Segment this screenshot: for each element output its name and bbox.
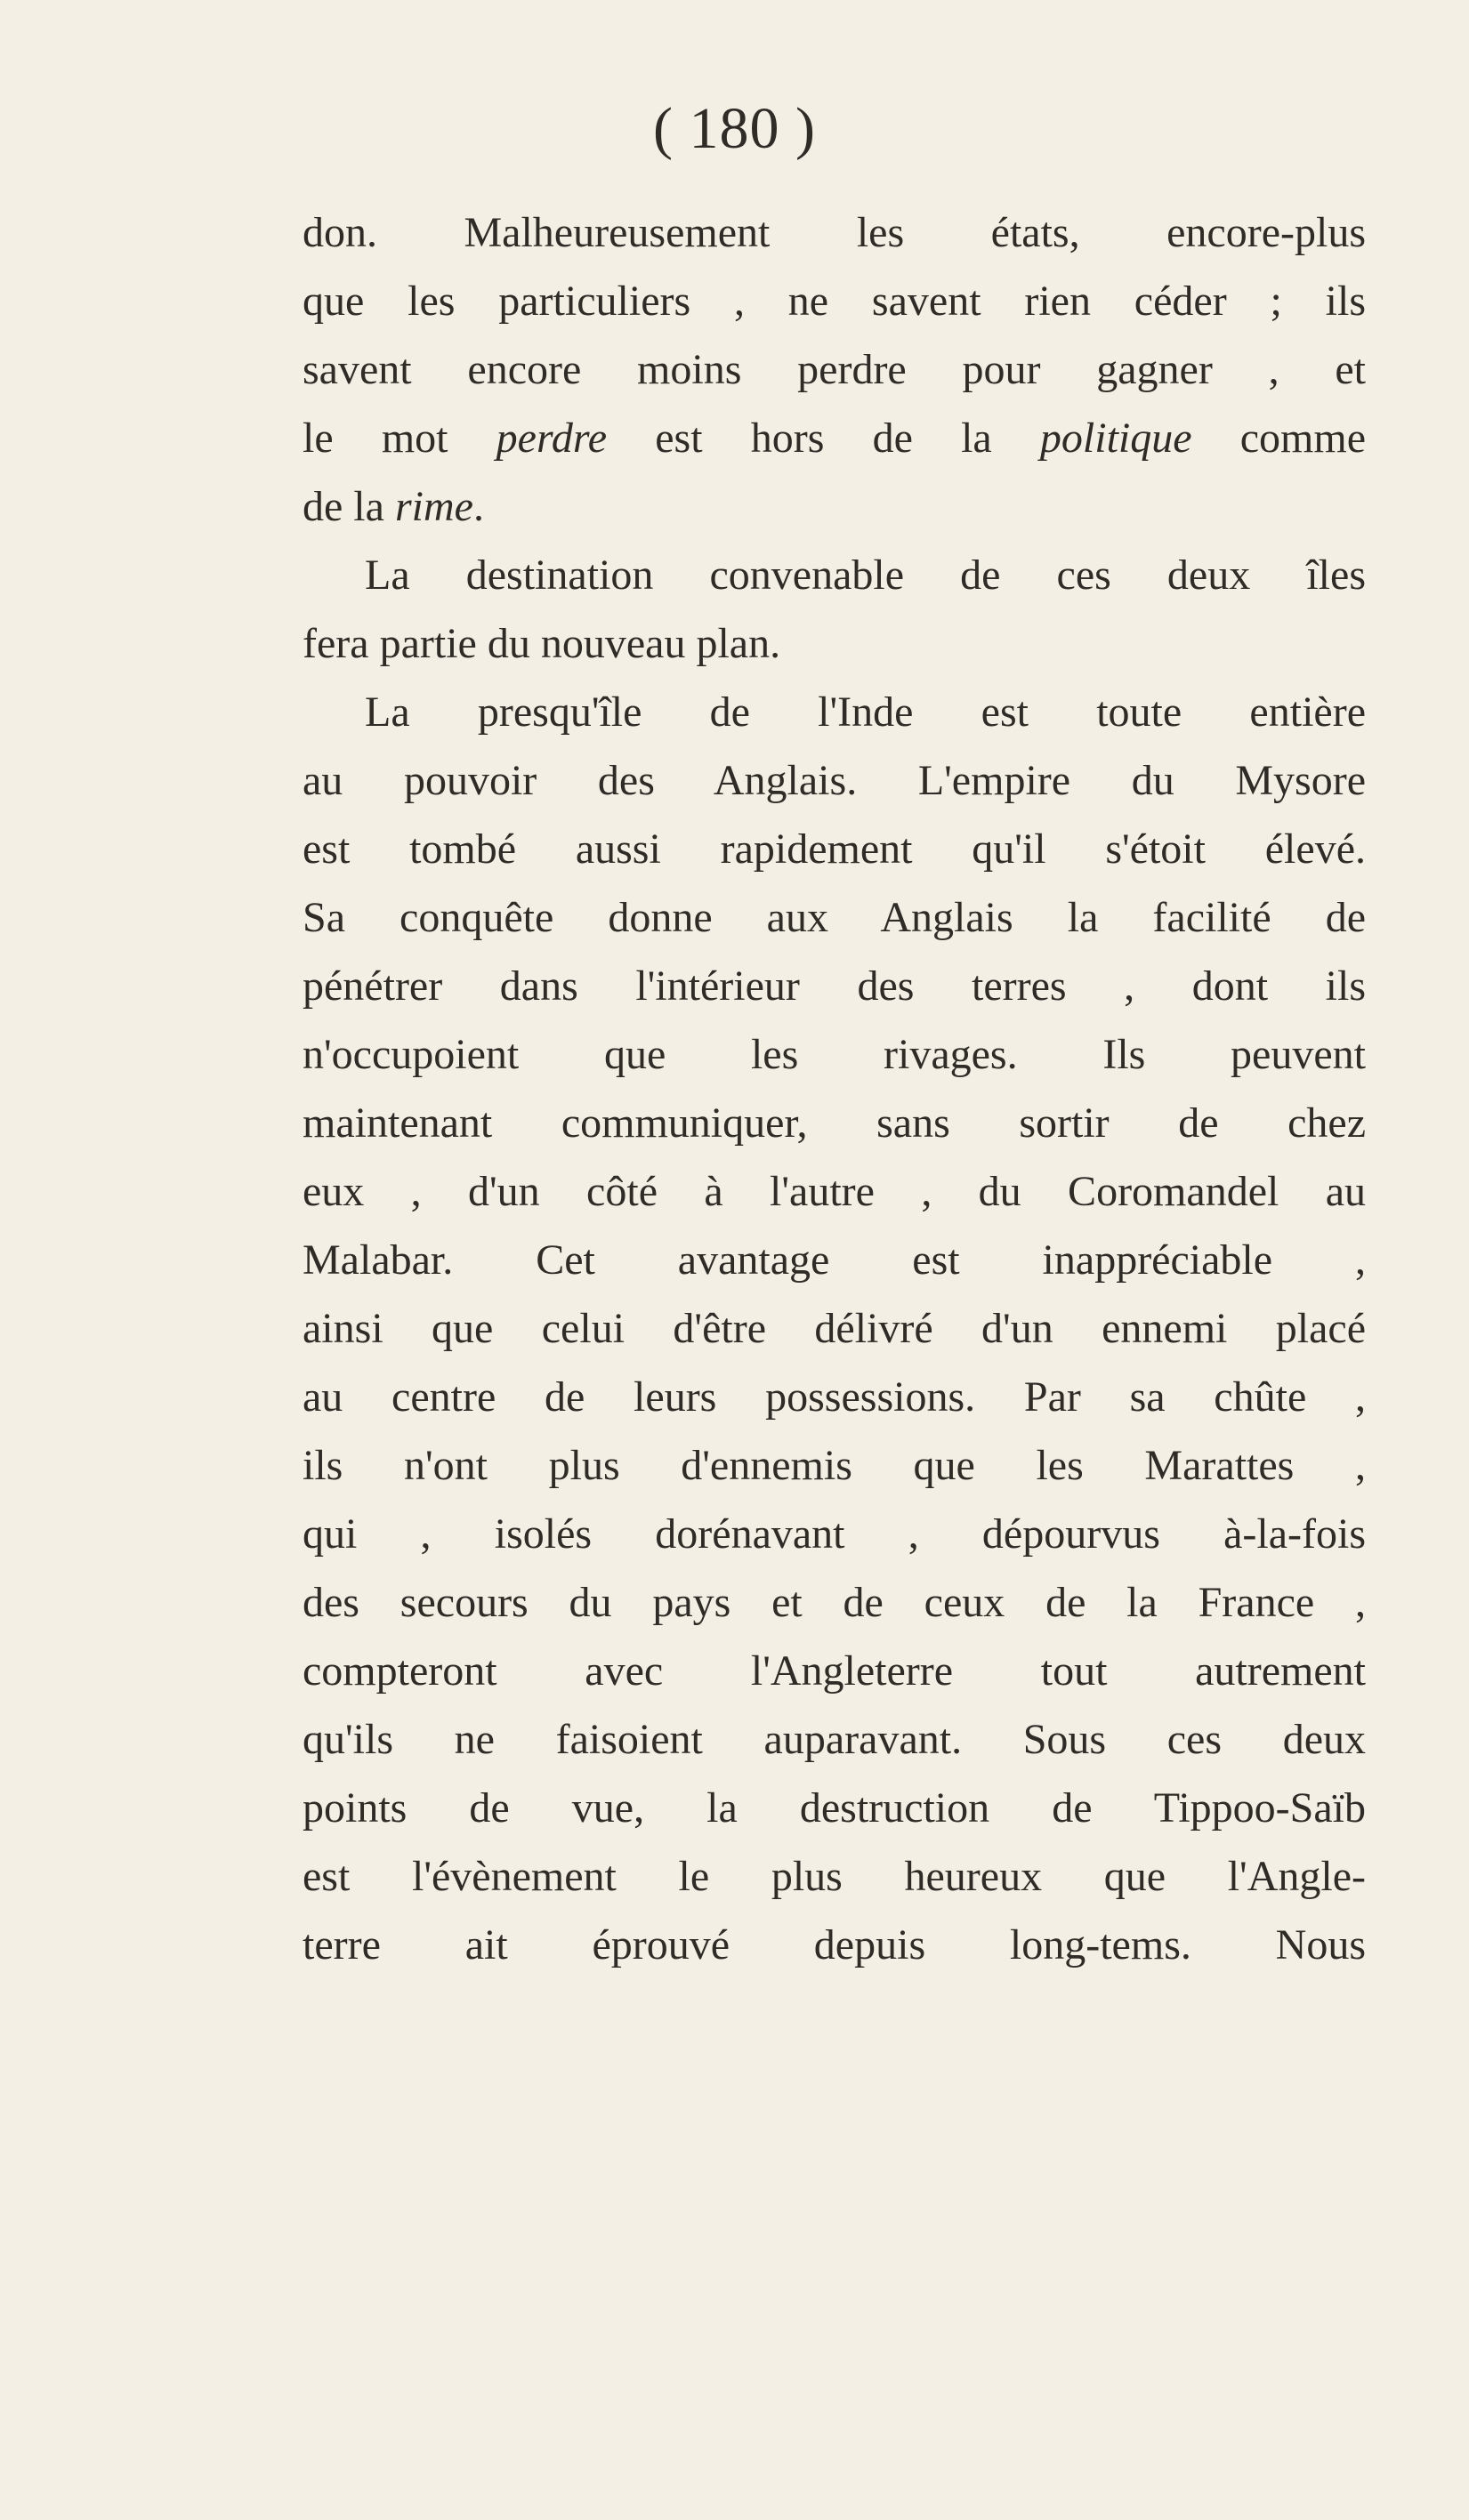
body-text (303, 198, 1366, 1979)
text-line: qui , isolés dorénavant , dépourvus à-la-fois (303, 1510, 1366, 1558)
text-line: maintenant communiquer, sans sortir de chez (303, 1099, 1366, 1147)
text-line: est l'évènement le plus heureux que l'Angle- (303, 1853, 1366, 1900)
text-segment: comme (1191, 415, 1367, 462)
text-line: des secours du pays et de ceux de la France , (303, 1579, 1366, 1626)
page-number: ( 180 ) (653, 96, 816, 161)
text-line: terre ait éprouvé depuis long-tems. Nous (303, 1921, 1366, 1968)
italic-word-rime: rime (394, 483, 473, 530)
paragraph-start-line: La destination convenable de ces deux îles (365, 552, 1366, 599)
text-line (303, 472, 1366, 541)
text-line: eux , d'un côté à l'autre , du Coromandel au (303, 1168, 1366, 1215)
text-line: au centre de leurs possessions. Par sa chûte , (303, 1373, 1366, 1421)
italic-word-perdre: perdre (496, 415, 608, 462)
text-line: Malabar. Cet avantage est inappréciable , (303, 1236, 1366, 1284)
text-segment: de la (303, 483, 395, 530)
text-line: pénétrer dans l'intérieur des terres , dont ils (303, 962, 1366, 1010)
text-line: points de vue, la destruction de Tippoo-Saïb (303, 1784, 1366, 1832)
italic-word-politique: politique (1039, 415, 1192, 462)
text-line: ainsi que celui d'être délivré d'un ennemi placé (303, 1305, 1366, 1352)
text-line (303, 404, 1366, 472)
text-segment: est hors de la (607, 415, 1040, 462)
text-line: est tombé aussi rapidement qu'il s'étoit élevé. (303, 825, 1366, 873)
text-line: ils n'ont plus d'ennemis que les Marattes , (303, 1442, 1366, 1489)
text-line: compteront avec l'Angleterre tout autrement (303, 1647, 1366, 1695)
text-line: Sa conquête donne aux Anglais la facilité de (303, 894, 1366, 941)
text-segment: . (472, 483, 484, 530)
text-line: n'occupoient que les rivages. Ils peuvent (303, 1031, 1366, 1078)
text-segment: le mot (303, 415, 496, 462)
text-line: don. Malheureusement les états, encore-plus (303, 209, 1366, 256)
text-line: savent encore moins perdre pour gagner , et (303, 346, 1366, 393)
text-line: que les particuliers , ne savent rien céder ; ils (303, 278, 1366, 325)
text-line: qu'ils ne faisoient auparavant. Sous ces deux (303, 1716, 1366, 1763)
paragraph-start-line: La presqu'île de l'Inde est toute entière (365, 688, 1366, 736)
text-line: fera partie du nouveau plan. (303, 620, 781, 667)
text-line: au pouvoir des Anglais. L'empire du Mysore (303, 757, 1366, 804)
